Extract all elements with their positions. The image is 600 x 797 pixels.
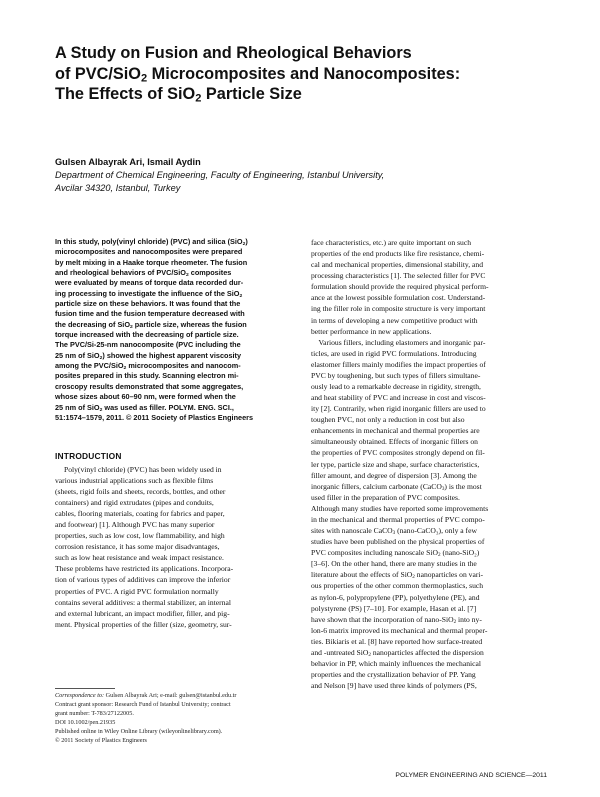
footnote-divider bbox=[55, 688, 115, 689]
body-text-line: Poly(vinyl chloride) (PVC) has been widely used in bbox=[64, 465, 222, 474]
abstract-line: were evaluated by means of torque data recorded dur- bbox=[55, 278, 244, 288]
body-text-line: ance at the lowest possible formulation cost. Understand- bbox=[311, 293, 486, 303]
introduction-right-column bbox=[311, 237, 548, 691]
footnote-line: Correspondence to: Gulsen Albayrak Ari; e-mail: gulsen@istanbul.edu.tr bbox=[55, 692, 237, 699]
abstract-line: and rheological behaviors of PVC/SiO$_2$ composites bbox=[55, 268, 232, 279]
body-text-line: properties of the end products like fire resistance, chemi- bbox=[311, 249, 485, 259]
body-text-line: elastomer fillers mainly modifies the impact properties of bbox=[311, 359, 486, 369]
body-text-line: have shown that the incorporation of nano-SiO$_2$ into ny- bbox=[311, 614, 482, 625]
body-text-line: studies have been published on the physical properties of bbox=[311, 537, 485, 547]
paper-title bbox=[55, 43, 555, 105]
journal-footer: POLYMER ENGINEERING AND SCIENCE—2011 bbox=[395, 772, 547, 779]
abstract-line: the decreasing of SiO$_2$ particle size, whereas the fusion bbox=[55, 319, 247, 330]
footnote-line: © 2011 Society of Plastics Engineers bbox=[55, 737, 147, 745]
body-text-line: ties. Bikiaris et al. [8] have reported how surface-treated bbox=[311, 636, 483, 646]
body-text-line: PVC by toughening, but such types of fillers simultane- bbox=[311, 370, 481, 380]
body-text-line: ler type, particle size and shape, surface characteristics, bbox=[311, 459, 480, 469]
body-text-line: various industrial applications such as flexible films bbox=[55, 476, 214, 486]
body-text-line: Various fillers, including elastomers and inorganic par- bbox=[311, 337, 486, 347]
abstract-line: microcomposites and nanocomposites were prepared bbox=[55, 247, 243, 257]
body-text-line: behavior in PP, which mainly influences the mechanical bbox=[311, 658, 481, 668]
body-text-line: and Nelson [9] have used three kinds of polymers (PS, bbox=[311, 681, 477, 691]
body-text-line: better performance in new applications. bbox=[311, 326, 432, 336]
body-text-line: enhancements in mechanical and thermal properties are bbox=[311, 426, 480, 436]
footnotes bbox=[55, 691, 305, 746]
body-text-line: properties and the crystallization behavior of PP. Yang bbox=[311, 670, 476, 680]
body-text-line: polystyrene (PS) [7–10]. For example, Hasan et al. [7] bbox=[311, 603, 477, 613]
body-text-line: lon-6 matrix improved its mechanical and thermal proper- bbox=[311, 625, 488, 635]
body-text-line: ity [2]. Contrarily, when rigid inorganic fillers are used to bbox=[311, 404, 486, 414]
abstract-line: ing processing to investigate the influence of the SiO$_2$ bbox=[55, 288, 243, 299]
body-text-line: in terms of developing a new competitive product with bbox=[311, 315, 478, 325]
body-text-line: such as low heat resistance and weak impact resistance. bbox=[55, 553, 224, 563]
body-text-line: ing the filler role in composite structure is very important bbox=[311, 304, 486, 314]
affiliation-line: Avcilar 34320, Istanbul, Turkey bbox=[55, 183, 181, 193]
body-text-line: These problems have restricted its applications. Incorpora- bbox=[55, 564, 234, 574]
title-line: The Effects of SiO$_2$ Particle Size bbox=[55, 85, 302, 105]
body-text-line: tion of various types of additives can improve the inferior bbox=[55, 575, 231, 585]
body-text-line: contains several additives: a thermal stabilizer, an internal bbox=[55, 597, 231, 607]
body-text-line: as nylon-6, polypropylene (PP), polyethylene (PE), and bbox=[311, 592, 480, 602]
abstract-line: The PVC/Si-25-nm nanocomposite (PVC including the bbox=[55, 340, 241, 350]
body-text-line: properties, such as low cost, low flammability, and high bbox=[55, 531, 225, 541]
affiliation-line: Department of Chemical Engineering, Faculty of Engineering, Istanbul University, bbox=[55, 170, 385, 180]
abstract-line: by melt mixing in a Haake torque rheometer. The fusion bbox=[55, 257, 248, 267]
body-text-line: formulation should provide the required physical perform- bbox=[311, 282, 489, 292]
body-text-line: used filler in the preparation of PVC composites. bbox=[311, 492, 460, 502]
body-text-line: corrosion resistance, it has some major disadvantages, bbox=[55, 542, 220, 552]
body-text-line: PVC composites including nanoscale SiO$_2$ (nano-SiO₂) bbox=[311, 548, 480, 559]
body-text-line: and external lubricant, an impact modifier, filler, and pig- bbox=[55, 608, 230, 618]
body-text-line: cal and mechanical properties, dimensional stability, and bbox=[311, 260, 483, 270]
body-text-line: cables, flooring materials, coating for fabrics and paper, bbox=[55, 509, 225, 519]
footnote-line: grant number: T-783/27122005. bbox=[55, 710, 134, 718]
abstract-line: posites prepared in this study. Scanning electron mi- bbox=[55, 371, 239, 381]
abstract-line: croscopy results demonstrated that some aggregates, bbox=[55, 381, 244, 391]
introduction-left-column bbox=[55, 464, 300, 630]
body-text-line: processing characteristics [1]. The selected filler for PVC bbox=[311, 271, 486, 281]
abstract-line: fusion time and the fusion temperature decreased with bbox=[55, 309, 245, 319]
title-line: of PVC/SiO$_2$ Microcomposites and Nanocomposites: bbox=[55, 64, 461, 84]
footnote-line: Contract grant sponsor: Research Fund of Istanbul University; contract bbox=[55, 701, 231, 709]
abstract-line: 25 nm of SiO$_2$ was used as filler. POLYM. ENG. SCI., bbox=[55, 402, 234, 413]
body-text-line: (sheets, rigid foils and sheets, records, bottles, and other bbox=[55, 487, 226, 497]
body-text-line: sites with nanoscale CaCO$_3$ (nano-CaCO₃), only a few bbox=[311, 526, 477, 537]
footnote-line: DOI 10.1002/pen.21935 bbox=[55, 719, 116, 727]
body-text-line: and -untreated SiO$_2$ nanoparticles affected the dispersion bbox=[311, 647, 484, 658]
body-text-line: ous properties of the other common thermoplastics, such bbox=[311, 581, 484, 591]
abstract-line: torque increased with the decreasing of particle size. bbox=[55, 330, 239, 340]
author-affiliation bbox=[55, 169, 384, 195]
abstract-line: 51:1574–1579, 2011. © 2011 Society of Plastics Engineers bbox=[55, 412, 254, 422]
title-line: A Study on Fusion and Rheological Behaviors bbox=[55, 44, 412, 62]
body-text-line: inorganic fillers, calcium carbonate (CaCO$_3$) is the most bbox=[311, 481, 482, 492]
body-text-line: containers) and rigid extrudates (pipes and conduits, bbox=[55, 498, 214, 508]
body-text-line: and heat stability of PVC and increase in cost and viscos- bbox=[311, 393, 486, 403]
body-text-line: ment. Physical properties of the filler (size, geometry, sur- bbox=[55, 619, 232, 629]
section-heading-introduction: INTRODUCTION bbox=[55, 451, 122, 461]
abstract-line: 25 nm of SiO$_2$) showed the highest apparent viscosity bbox=[55, 350, 242, 361]
body-text-line: properties of PVC. A rigid PVC formulation normally bbox=[55, 586, 219, 596]
body-text-line: in the mechanical and thermal properties of PVC compo- bbox=[311, 514, 485, 524]
abstract-line: among the PVC/SiO$_2$ microcomposites and nanocom- bbox=[55, 361, 241, 372]
body-text-line: and footwear) [1]. Although PVC has many superior bbox=[55, 520, 215, 530]
author-list: Gulsen Albayrak Ari, Ismail Aydin bbox=[55, 157, 201, 167]
body-text-line: toughen PVC, not only a reduction in cost but also bbox=[311, 415, 465, 425]
abstract bbox=[55, 237, 300, 423]
abstract-line: whose sizes about 60–90 nm, were formed when the bbox=[55, 392, 236, 402]
body-text-line: literature about the effects of SiO$_2$ nanoparticles on vari- bbox=[311, 570, 483, 581]
abstract-line: In this study, poly(vinyl chloride) (PVC) and silica (SiO$_2$) bbox=[55, 237, 248, 248]
footnote-line: Published online in Wiley Online Library (wileyonlinelibrary.com). bbox=[55, 728, 223, 736]
body-text-line: ously lead to a remarkable decrease in rigidity, strength, bbox=[311, 382, 481, 392]
body-text-line: the properties of PVC composites strongly depend on fil- bbox=[311, 448, 485, 458]
body-text-line: filler amount, and degree of dispersion [3]. Among the bbox=[311, 470, 477, 480]
body-text-line: Although many studies have reported some improvements bbox=[311, 503, 489, 513]
body-text-line: simultaneously obtained. Effects of inorganic fillers on bbox=[311, 437, 478, 447]
body-text-line: ticles, are used in rigid PVC formulations. Introducing bbox=[311, 348, 477, 358]
abstract-line: particle size on these behaviors. It was found that the bbox=[55, 299, 241, 309]
body-text-line: face characteristics, etc.) are quite important on such bbox=[311, 238, 472, 247]
body-text-line: [3–6]. On the other hand, there are many studies in the bbox=[311, 559, 477, 569]
